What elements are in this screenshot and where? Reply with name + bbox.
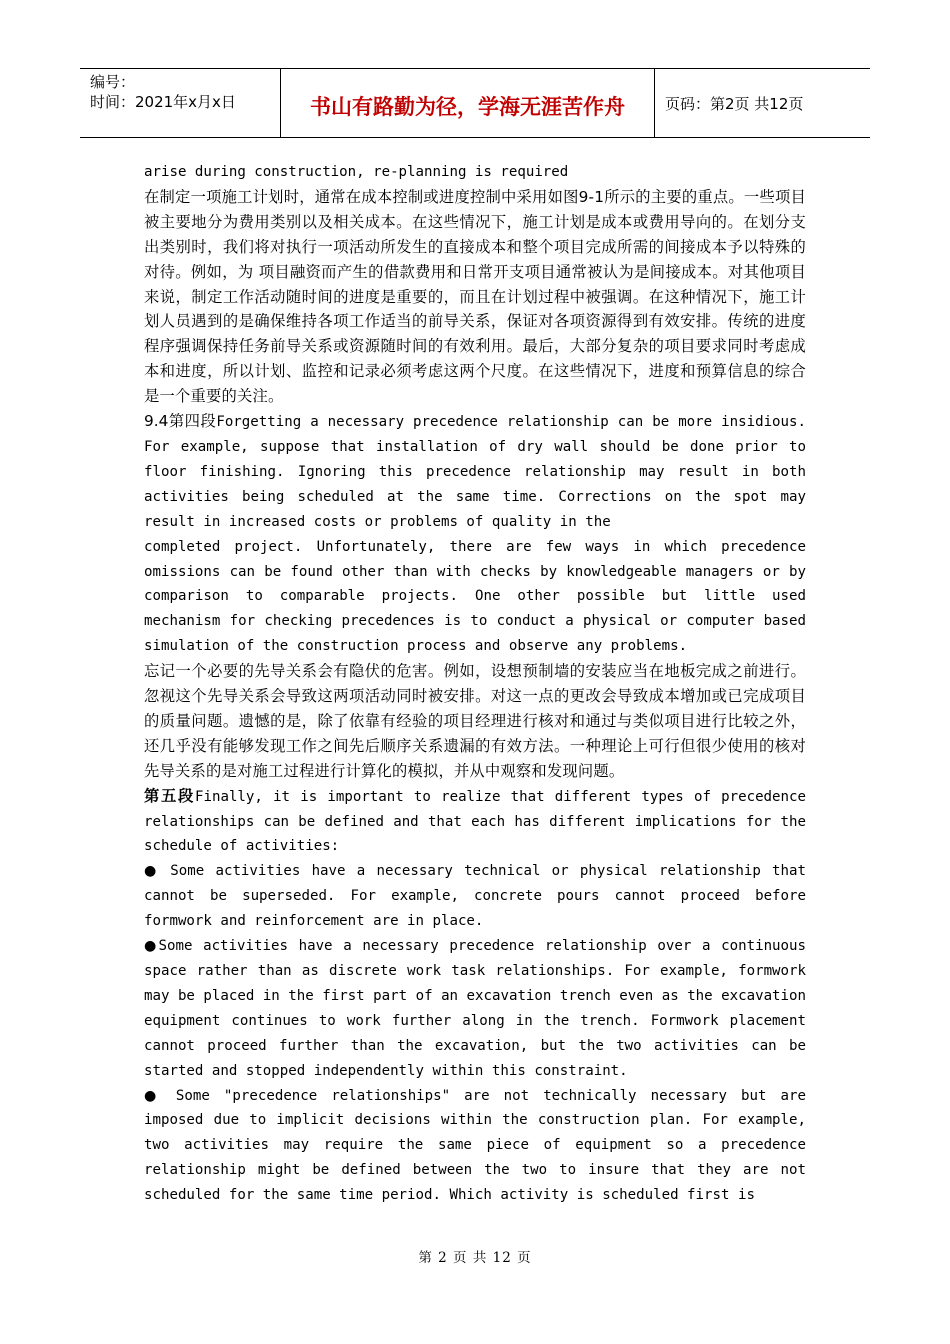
paragraph-section-5 <box>144 784 806 860</box>
header-info-cell <box>80 69 280 137</box>
page-header <box>80 68 870 138</box>
section-5-text: Finally, it is important to realize that different types of precedence relationships can be defined and that each has different implications for the schedule of activities: <box>144 788 806 855</box>
bullet-item-continuous <box>144 934 806 1083</box>
document-body <box>144 160 806 1208</box>
bullet-icon: ● <box>144 938 159 955</box>
bullet-item-technical <box>144 859 806 934</box>
header-motto-cell <box>280 69 655 137</box>
header-time-label: 时间：2021年x月x日 <box>90 93 236 111</box>
paragraph-zh-precedence: 忘记一个必要的先导关系会有隐伏的危害。例如，设想预制墙的安装应当在地板完成之前进行。忽视这个先导关系会导致这两项活动同时被安排。对这一点的更改会导致成本增加或已完成项目的质量问题。遗憾的是，除了依靠有经验的项目经理进行核对和通过与类似项目进行比较之外，还几乎没有能够发现工作之间先后顺序关系遗漏的有效方法。一种理论上可行但很少使用的核对先导关系的是对施工过程进行计算化的模拟，并从中观察和发现问题。 <box>144 662 806 780</box>
bullet-item-imposed <box>144 1084 806 1209</box>
bullet-icon: ● <box>144 1087 162 1104</box>
bullet-icon: ● <box>144 863 160 880</box>
bullet-text: Some activities have a necessary precedence relationship over a continuous space rather than as discrete work task relationships. For example, formwork may be placed in the first part of an excavation trench even as the excavation equipment continues to work further along in the trench. Formwork placement cannot proceed further than the excavation, but the two activities can be started and stopped independently within this constraint. <box>144 938 806 1079</box>
header-number-label: 编号： <box>90 73 136 91</box>
header-page-cell <box>655 69 870 137</box>
paragraph-zh-planning: 在制定一项施工计划时，通常在成本控制或进度控制中采用如图9-1所示的主要的重点。一些项目被主要地分为费用类别以及相关成本。在这些情况下，施工计划是成本或费用导向的。在划分支出类别时，我们将对执行一项活动所发生的直接成本和整个项目完成所需的间接成本予以特殊的对待。例如，为 项目融资而产生的借款费用和日常开支项目通常被认为是间接成本。对其他项目来说，制定工作活动随时间的进度是重要的，而且在计划过程中被强调。在这种情况下，施工计划人员遇到的是确保维持各项工作适当的前导关系，保证对各项资源得到有效安排。传统的进度程序强调保持任务前导关系或资源随时间的有效利用。最后，大部分复杂的项目要求同时考虑成本和进度，所以计划、监控和记录必须考虑这两个尺度。在这些情况下，进度和预算信息的综合是一个重要的关注。 <box>144 187 806 406</box>
paragraph-section-4 <box>144 409 806 535</box>
header-page-info: 页码：第2页 共12页 <box>665 95 804 113</box>
section-4-text-a: Forgetting a necessary precedence relationship can be more insidious. For example, suppose that installation of dry wall should be done prior to floor finishing. Ignoring this precedence relationship may result in both activities being scheduled at the same time. Corrections on the spot may result in increased costs or problems of quality in the <box>144 414 807 530</box>
header-motto: 书山有路勤为径，学海无涯苦作舟 <box>310 95 625 119</box>
paragraph-section-4-cont: completed project. Unfortunately, there are few ways in which precedence omissions can be found other than with checks by knowledgeable managers or by comparison to comparable projects. One other possible but little used mechanism for checking precedences is to conduct a physical or computer based simulation of the construction process and observe any problems. <box>144 538 806 655</box>
section-4-label: 9.4第四段 <box>144 412 217 431</box>
bullet-text: Some activities have a necessary technical or physical relationship that cannot be superseded. For example, concrete pours cannot proceed before formwork and reinforcement are in place. <box>144 863 806 930</box>
bullet-text: Some "precedence relationships" are not technically necessary but are imposed due to implicit decisions within the construction plan. For example, two activities may require the same piece of equipment so a precedence relationship might be defined between the two to insure that they are not scheduled for the same time period. Which activity is scheduled first is <box>144 1087 806 1204</box>
paragraph-arise: arise during construction, re-planning is required <box>144 164 569 180</box>
section-5-label: 第五段 <box>144 786 195 805</box>
page-footer: 第 2 页 共 12 页 <box>418 1250 532 1266</box>
